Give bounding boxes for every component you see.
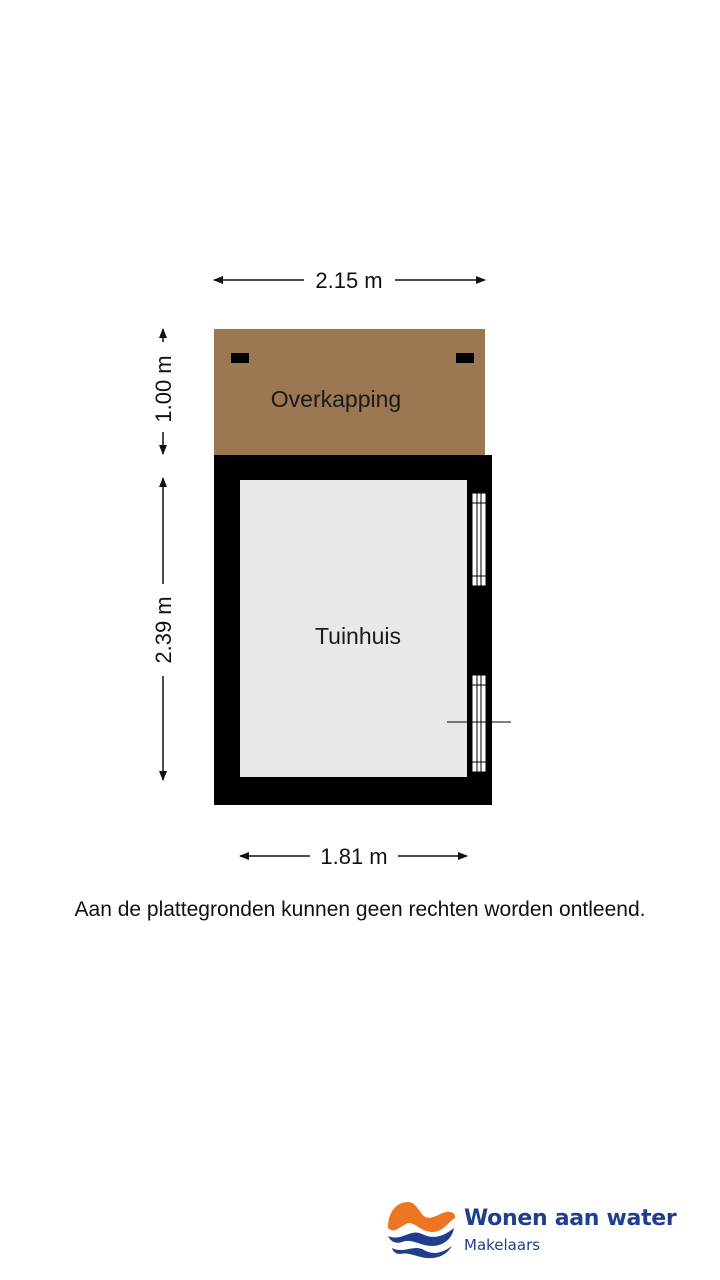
canopy-label: Overkapping [270, 386, 402, 412]
dimension-shed-width [240, 844, 467, 869]
wall-pier [467, 592, 492, 672]
dimension-overall-width-label: 2.15 m [315, 268, 383, 293]
shed-label: Tuinhuis [314, 623, 402, 649]
company-logo [386, 1198, 706, 1260]
canopy-post-left [231, 353, 249, 363]
dimension-overall-width [214, 268, 485, 293]
dimension-shed-width-label: 1.81 m [320, 844, 388, 869]
window-lower [472, 675, 486, 772]
logo-tagline: Makelaars [464, 1236, 541, 1254]
dimension-canopy-depth [151, 329, 176, 454]
dimension-canopy-depth-label: 1.00 m [151, 355, 176, 423]
disclaimer-text: Aan de plattegronden kunnen geen rechten worden ontleend. [74, 898, 646, 921]
dimension-shed-depth [151, 478, 176, 780]
window-upper [472, 493, 486, 586]
canopy-post-right [456, 353, 474, 363]
logo-name: Wonen aan water [464, 1206, 677, 1231]
dimension-shed-depth-label: 2.39 m [151, 596, 176, 664]
wave-logo-icon [386, 1198, 456, 1260]
